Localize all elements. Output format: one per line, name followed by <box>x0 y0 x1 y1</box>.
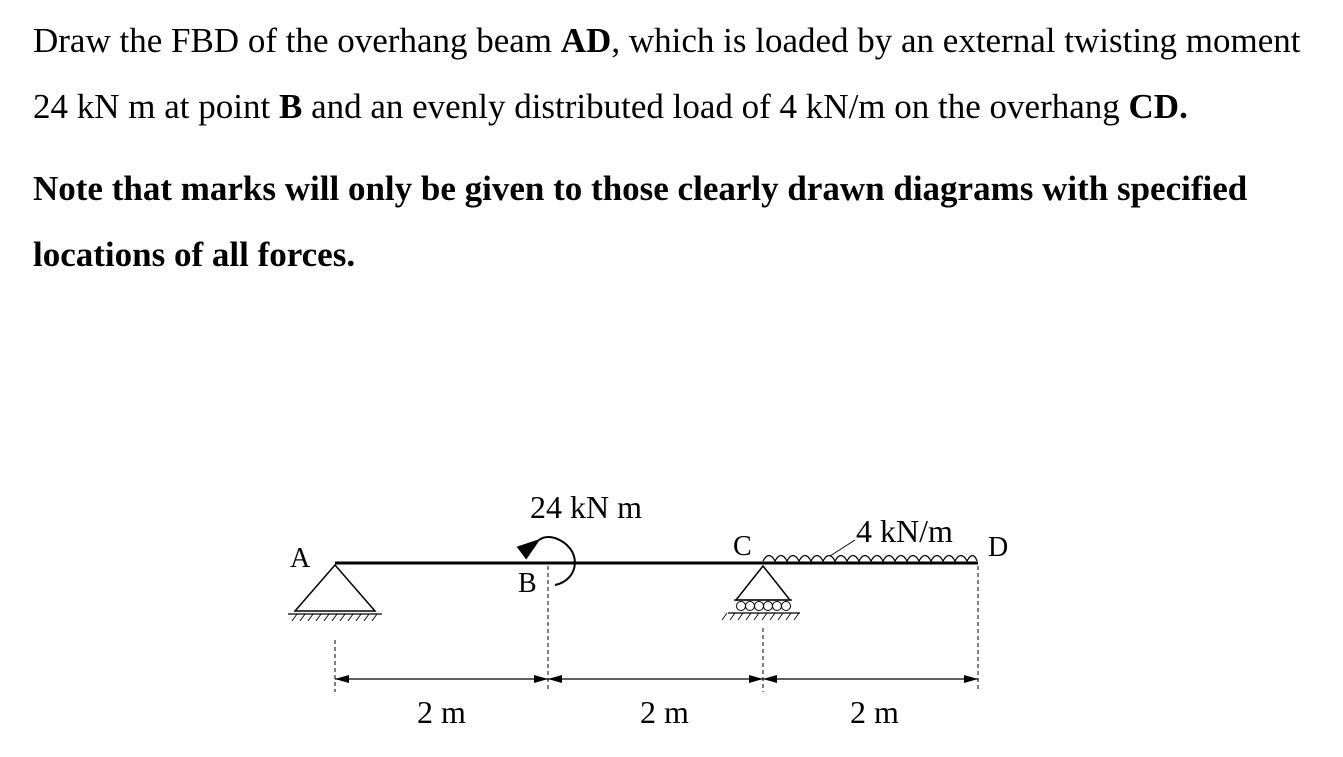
dimension-label-ab: 2 m <box>417 694 466 730</box>
dimension-label-cd: 2 m <box>850 694 899 730</box>
question-text-part: Draw the FBD of the overhang beam <box>33 21 561 60</box>
moment-label: 24 kN m <box>530 489 642 525</box>
question-text-part: , which is loaded by an external twisting moment 24 kN m at point <box>33 21 1301 126</box>
roller-support-c <box>722 566 800 620</box>
label-b: B <box>518 568 537 599</box>
beam-name: AD <box>560 21 612 60</box>
moment-arrow <box>539 537 575 585</box>
dimension-label-bc: 2 m <box>640 694 689 730</box>
label-a: A <box>290 543 311 574</box>
distributed-load <box>763 556 977 562</box>
note-paragraph: Note that marks will only be given to those clearly drawn diagrams with specified locations of all forces. <box>33 169 1248 274</box>
label-c: C <box>733 531 752 562</box>
dimension-extension-lines <box>335 566 978 692</box>
overhang-name: CD <box>1128 87 1180 126</box>
point-b-name: B <box>278 87 303 126</box>
label-d: D <box>988 532 1009 563</box>
dimension-line <box>335 675 978 683</box>
question-text-part: and an evenly distributed load of 4 kN/m on the overhang <box>302 87 1129 126</box>
load-label: 4 kN/m <box>856 513 953 549</box>
question-text-part: . <box>1179 87 1188 126</box>
load-label-leader <box>830 540 855 556</box>
